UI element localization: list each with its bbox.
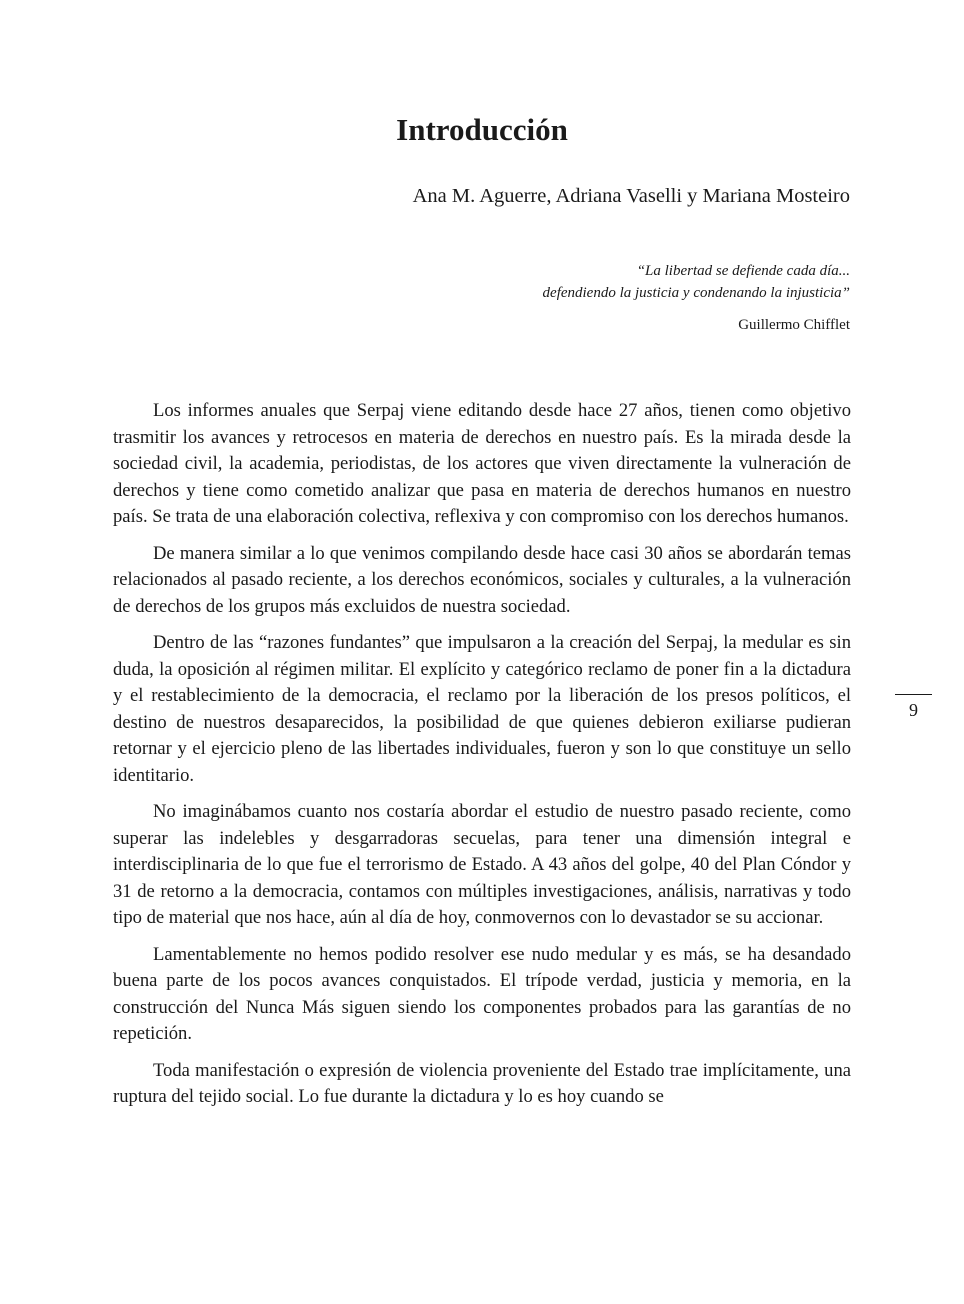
paragraph: Toda manifestación o expresión de violencia proveniente del Estado trae implícitamente, una ruptura del tejido social. Lo fue durante la dictadura y lo es hoy cuando se xyxy=(113,1059,851,1107)
paragraph: De manera similar a lo que venimos compilando desde hace casi 30 años se abordarán temas relacionados al pasado reciente, a los derechos económicos, sociales y culturales, a la vulneración de derechos de los grupos más excluidos de nuestra sociedad. xyxy=(113,542,851,617)
epigraph xyxy=(350,260,850,336)
paragraph: No imaginábamos cuanto nos costaría abordar el estudio de nuestro pasado reciente, como superar las indelebles y desgarradoras secuelas, para tener una dimensión integral e interdisciplinaria de lo que fue el terrorismo de Estado. A 43 años del golpe, 40 del Plan Cóndor y 31 de retorno a la democracia, contamos con múltiples investigaciones, análisis, narrativas y todo tipo de material que nos hace, aún al día de hoy, conmovernos con lo devastador se su accionar. xyxy=(113,801,851,928)
epigraph-attribution: Guillermo Chifflet xyxy=(738,317,850,333)
epigraph-quote-line-1: “La libertad se defiende cada día... xyxy=(636,263,850,279)
page-title: Introducción xyxy=(396,112,568,147)
epigraph-quote-line-2: defendiendo la justicia y condenando la injusticia” xyxy=(542,285,850,301)
body-text xyxy=(113,398,851,1121)
authors-line: Ana M. Aguerre, Adriana Vaselli y Mariana Mosteiro xyxy=(412,185,850,207)
paragraph: Lamentablemente no hemos podido resolver ese nudo medular y es más, se ha desandado buena parte de los pocos avances conquistados. El trípode verdad, justicia y memoria, en la construcción del Nunca Más siguen siendo los componentes probados para las garantías de no repetición. xyxy=(113,943,851,1044)
page-number: 9 xyxy=(909,700,918,720)
page-number-rule xyxy=(895,694,932,695)
paragraph: Dentro de las “razones fundantes” que impulsaron a la creación del Serpaj, la medular es sin duda, la oposición al régimen militar. El explícito y categórico reclamo de poner fin a la dictadura y el restablecimiento de la democracia, el reclamo por la liberación de los presos políticos, el destino de nuestros desaparecidos, la posibilidad de que quienes debieron exiliarse pudieran retornar y el ejercicio pleno de las libertades individuales, fueron y son lo que constituye un sello identitario. xyxy=(113,632,851,786)
paragraph: Los informes anuales que Serpaj viene editando desde hace 27 años, tienen como objetivo trasmitir los avances y retrocesos en materia de derechos en nuestro país. Es la mirada desde la sociedad civil, la academia, periodistas, de los actores que viven directamente la vulneración de derechos y tiene como cometido analizar que pasa en materia de derechos humanos en nuestro país. Se trata de una elaboración colectiva, reflexiva y con compromiso con los derechos humanos. xyxy=(113,400,851,527)
